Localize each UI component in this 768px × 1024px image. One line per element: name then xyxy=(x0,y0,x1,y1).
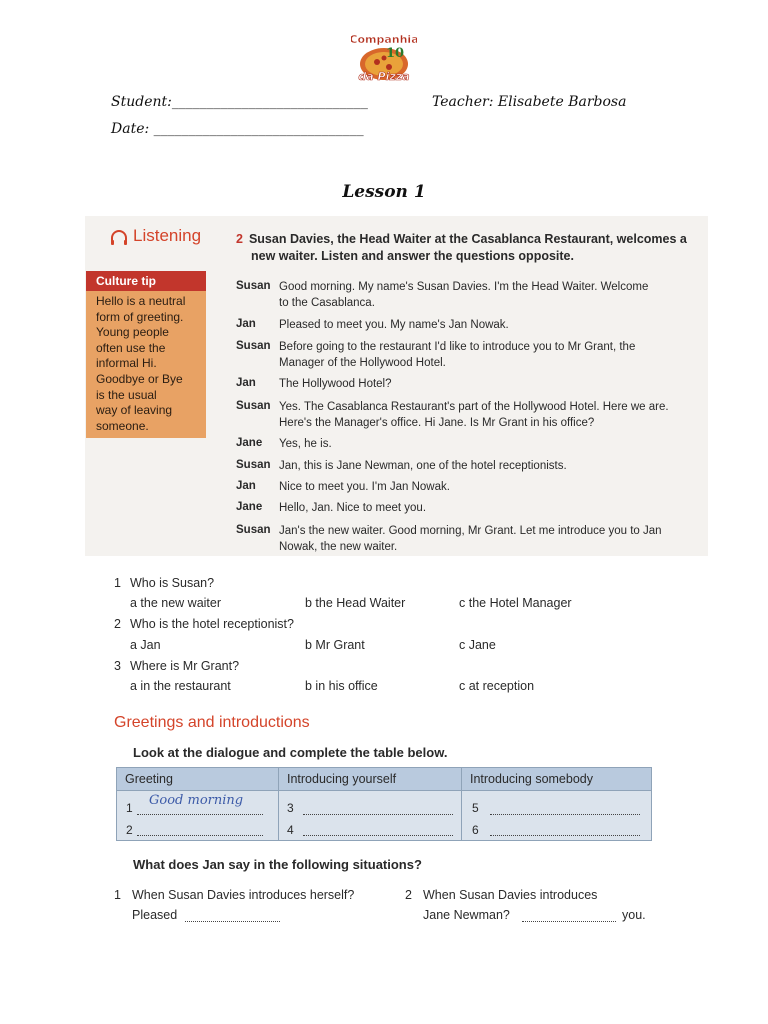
speaker: Susan xyxy=(236,524,271,536)
dialogue-line: Pleased to meet you. My name's Jan Nowak. xyxy=(279,319,509,331)
speaker: Jane xyxy=(236,437,263,449)
dialogue-line: Before going to the restaurant I'd like to introduce you to Mr Grant, the Manager of the Hollywood Hotel. xyxy=(279,341,636,369)
question-text: Where is Mr Grant? xyxy=(130,659,240,673)
student-field[interactable]: Student:____________________________ xyxy=(111,94,368,110)
row-number: 1 xyxy=(126,801,133,815)
speaker: Jane xyxy=(236,501,263,513)
speaker: Susan xyxy=(236,340,271,352)
option-c[interactable]: c the Hotel Manager xyxy=(459,596,572,610)
dialogue-line: Yes, he is. xyxy=(279,438,332,450)
question-text: Who is Susan? xyxy=(130,576,215,590)
table-divider xyxy=(117,790,651,791)
answer-blank-5[interactable] xyxy=(490,813,640,815)
option-c[interactable]: c Jane xyxy=(459,638,496,652)
greetings-table xyxy=(116,767,652,841)
situation-prompt-end: you. xyxy=(622,908,646,922)
row-number: 6 xyxy=(472,823,479,837)
question-text: Who is the hotel receptionist? xyxy=(130,617,294,631)
speaker: Jan xyxy=(236,377,256,389)
dialogue-line: Good morning. My name's Susan Davies. I'm the Head Waiter. Welcome to the Casablanca. xyxy=(279,281,649,309)
greetings-title: Greetings and introductions xyxy=(114,714,310,731)
table-divider xyxy=(461,768,462,840)
culture-tip-heading: Culture tip xyxy=(86,271,206,291)
dialogue-line: Yes. The Casablanca Restaurant's part of the Hollywood Hotel. Here we are. Here's the Manager's office. Hi Jane. Is Mr Grant in his office? xyxy=(279,401,669,429)
situation-prompt: Jane Newman? xyxy=(423,908,510,922)
answer-blank-3[interactable] xyxy=(303,813,453,815)
answer-blank-1[interactable] xyxy=(137,813,263,815)
speaker: Susan xyxy=(236,459,271,471)
headphones-icon xyxy=(110,230,128,246)
situations-title: What does Jan say in the following situations? xyxy=(133,857,422,872)
dialogue-line: The Hollywood Hotel? xyxy=(279,378,392,390)
answer-blank-2[interactable] xyxy=(137,834,263,836)
answer-blank-situation-2[interactable] xyxy=(522,920,616,922)
option-a[interactable]: a Jan xyxy=(130,638,161,652)
logo-number: 10 xyxy=(385,46,405,61)
company-logo xyxy=(351,30,417,84)
row-number: 3 xyxy=(287,801,294,815)
logo-line2: da Pizza xyxy=(358,70,410,83)
question-number: 1 xyxy=(114,576,121,590)
answer-blank-situation-1[interactable] xyxy=(185,920,280,922)
dialogue-line: Hello, Jan. Nice to meet you. xyxy=(279,502,427,514)
situation-question: When Susan Davies introduces xyxy=(423,888,598,902)
dialogue-line: Jan's the new waiter. Good morning, Mr Grant. Let me introduce you to Jan Nowak, the new waiter. xyxy=(279,525,662,553)
table-instruction: Look at the dialogue and complete the table below. xyxy=(133,745,448,760)
option-a[interactable]: a in the restaurant xyxy=(130,679,231,693)
speaker: Jan xyxy=(236,480,256,492)
answer-blank-4[interactable] xyxy=(303,834,453,836)
situation-prompt: Pleased xyxy=(132,908,178,922)
teacher-label: Teacher: Elisabete Barbosa xyxy=(432,94,627,110)
situation-number: 2 xyxy=(405,888,412,902)
exercise-instruction: 2 Susan Davies, the Head Waiter at the Casablanca Restaurant, welcomes a new waiter. Listen and answer the questions opposite. xyxy=(236,232,687,263)
row-number: 5 xyxy=(472,801,479,815)
handwritten-answer: Good morning xyxy=(149,793,244,808)
column-header-introducing-somebody: Introducing somebody xyxy=(462,768,651,790)
option-b[interactable]: b in his office xyxy=(305,679,378,693)
date-field[interactable]: Date: ______________________________ xyxy=(111,121,364,137)
table-divider xyxy=(278,768,279,840)
listening-title: Listening xyxy=(133,226,202,245)
speaker: Susan xyxy=(236,280,271,292)
speaker: Susan xyxy=(236,400,271,412)
option-c[interactable]: c at reception xyxy=(459,679,535,693)
situation-number: 1 xyxy=(114,888,121,902)
row-number: 2 xyxy=(126,823,133,837)
column-header-greeting: Greeting xyxy=(117,768,279,790)
lesson-title: Lesson 1 xyxy=(342,182,426,202)
dialogue-line: Nice to meet you. I'm Jan Nowak. xyxy=(279,481,450,493)
option-a[interactable]: a the new waiter xyxy=(130,596,222,610)
situation-question: When Susan Davies introduces herself? xyxy=(132,888,355,902)
logo-line1: Companhia xyxy=(351,33,417,46)
culture-tip-text: Hello is a neutral form of greeting. Young people often use the informal Hi. Goodbye or Bye is the usual way of leaving someone. xyxy=(96,294,186,433)
question-number: 2 xyxy=(114,617,121,631)
exercise-number: 2 xyxy=(236,232,243,246)
question-number: 3 xyxy=(114,659,121,673)
option-b[interactable]: b Mr Grant xyxy=(305,638,365,652)
answer-blank-6[interactable] xyxy=(490,834,640,836)
option-b[interactable]: b the Head Waiter xyxy=(305,596,406,610)
speaker: Jan xyxy=(236,318,256,330)
dialogue-line: Jan, this is Jane Newman, one of the hotel receptionists. xyxy=(279,460,567,472)
row-number: 4 xyxy=(287,823,294,837)
column-header-introducing-yourself: Introducing yourself xyxy=(279,768,462,790)
